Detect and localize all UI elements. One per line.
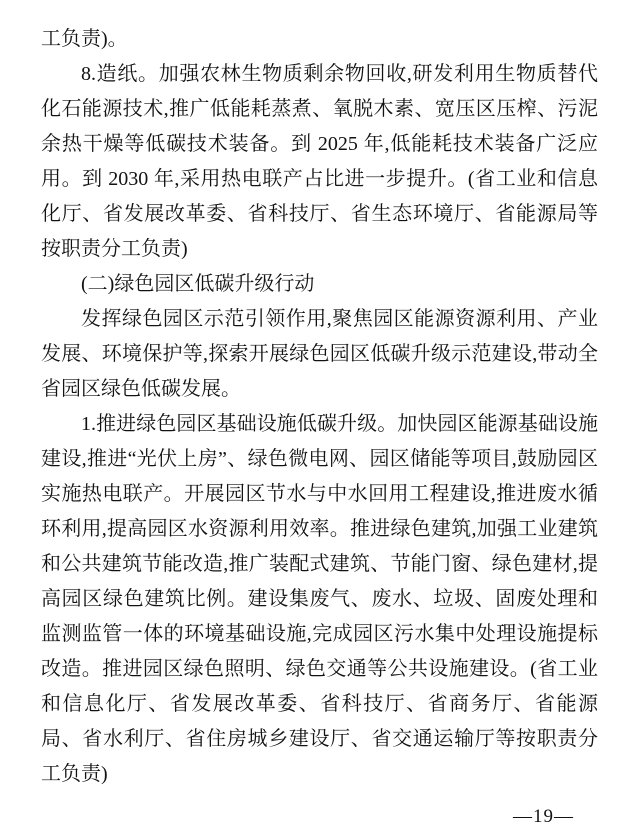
paragraph: 工负责)。 [41,28,128,50]
section-heading: (二)绿色园区低碳升级行动 [81,273,315,295]
paragraph: 1.推进绿色园区基础设施低碳升级。加快园区能源基础设施建设,推进“光伏上房”、绿色微电网、园区储能等项目,鼓励园区实施热电联产。开展园区节水与中水回用工程建设,推进废水循环利用,提高园区水资源利用效率。推进绿色建筑,加强工业建筑和公共建筑节能改造,推广装配式建筑、节能门窗、绿色建材,提高园区绿色建筑比例。建设集废气、废水、垃圾、固废处理和监测监管一体的环境基础设施,完成园区污水集中处理设施提标改造。推进园区绿色照明、绿色交通等公共设施建设。(省工业和信息化厅、省发展改革委、省科技厅、省商务厅、省能源局、省水利厅、省住房城乡建设厅、省交通运输厅等按职责分工负责) [41,413,598,785]
document-body [41,22,598,792]
page-number: —19— [513,806,574,827]
paragraph: 8.造纸。加强农林生物质剩余物回收,研发利用生物质替代化石能源技术,推广低能耗蒸煮、氧脱木素、宽压区压榨、污泥余热干燥等低碳技术装备。到 2025 年,低能耗技术装备广泛应用。到 2030 年,采用热电联产占比进一步提升。(省工业和信息化厅、省发展改革委、省科技厅、省生态环境厅、省能源局等按职责分工负责) [41,63,598,260]
paragraph: 发挥绿色园区示范引领作用,聚焦园区能源资源利用、产业发展、环境保护等,探索开展绿色园区低碳升级示范建设,带动全省园区绿色低碳发展。 [41,308,598,400]
